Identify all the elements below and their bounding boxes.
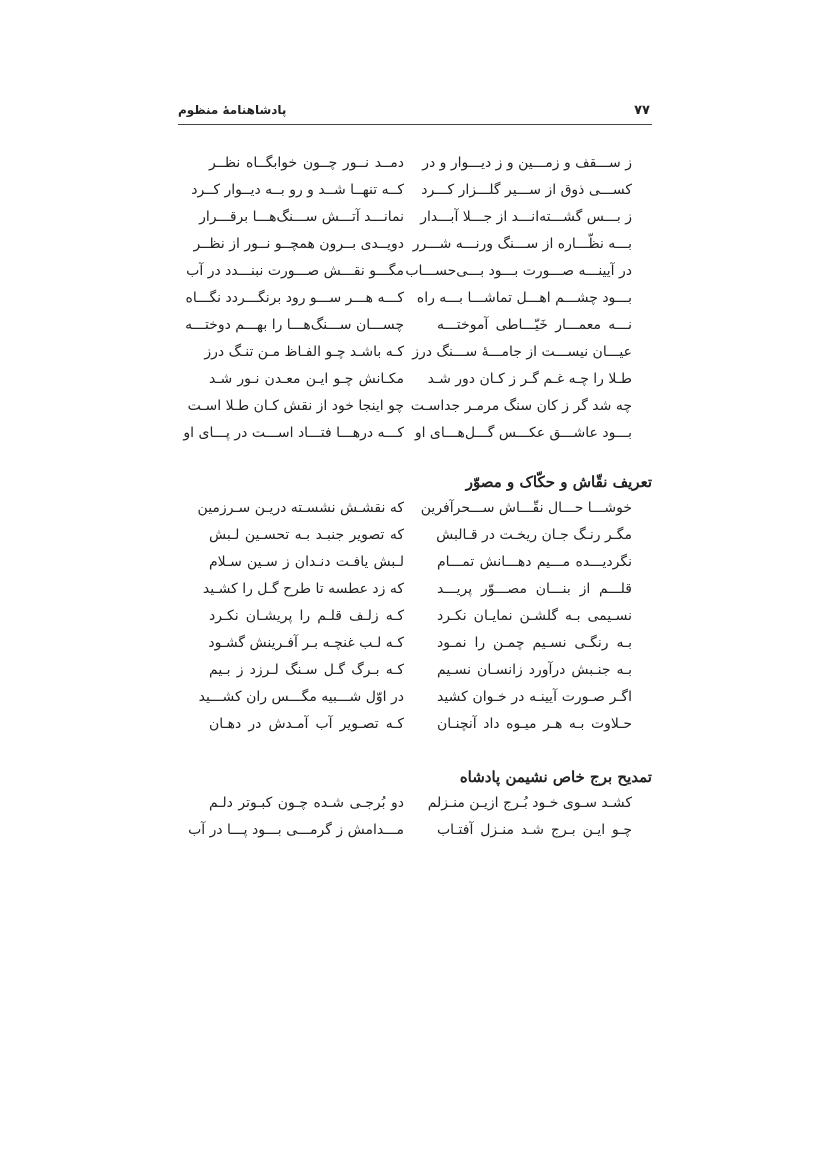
first-hemistich: مگـر رنـگ جـان ریخـت در قـالبش bbox=[436, 527, 632, 543]
second-hemistich: مکـانش چـو ایـن معـدن نـور شـد bbox=[209, 371, 404, 387]
first-hemistich: عیـــان نیســـت از جامـــهٔ ســـنگ درز bbox=[412, 344, 632, 360]
second-hemistich: کـــه هـــر ســـو رود برنگـــردد نگـــاه bbox=[185, 290, 404, 306]
verse-line bbox=[178, 150, 652, 177]
first-hemistich: بـــود عاشـــق عکـــس گـــل‌هـــای او bbox=[414, 425, 632, 441]
page-header bbox=[178, 100, 652, 125]
verse-line bbox=[178, 312, 652, 339]
first-hemistich: ز ســـقف و زمـــین و ز دیـــوار و در bbox=[422, 155, 632, 171]
first-hemistich: ز بـــس گشـــته‌انـــد از جـــلا آبـــدار bbox=[420, 209, 632, 225]
verse-line bbox=[178, 231, 652, 258]
poem-section-painter bbox=[178, 469, 652, 738]
first-hemistich: خوشـــا حـــال نقّـــاش ســـحرآفرین bbox=[420, 500, 632, 516]
first-hemistich: چه شد گر ز کان سنگ مرمـر جداسـت bbox=[410, 398, 632, 414]
second-hemistich: کــه تنهــا شــد و رو بــه دیــوار کــرد bbox=[191, 182, 404, 198]
second-hemistich: مگـــو نقـــش صـــورت نبنـــدد در آب bbox=[186, 263, 404, 279]
first-hemistich: بـه رنگـی نسـیم چمـن را نمـود bbox=[437, 635, 632, 651]
second-hemistich: که تصویر جنبـد بـه تحسـین لـبش bbox=[209, 527, 404, 543]
verse-line bbox=[178, 285, 652, 312]
first-hemistich: چـو ایـن بـرج شـد منـزل آفتـاب bbox=[437, 822, 632, 838]
first-hemistich: بـه جنـبش درآورد زانسـان نسـیم bbox=[437, 662, 632, 678]
verse-line bbox=[178, 549, 652, 576]
verse-line bbox=[178, 790, 652, 817]
second-hemistich: دویــدی بــرون همچــو نــور از نظــر bbox=[193, 236, 404, 252]
verse-line bbox=[178, 603, 652, 630]
verse-line bbox=[178, 366, 652, 393]
second-hemistich: کـه باشـد چـو الفـاظ مـن تنـگ درز bbox=[204, 344, 404, 360]
poem-section-tower bbox=[178, 764, 652, 844]
second-hemistich: چســـان ســـنگ‌هـــا را بهـــم دوختـــه bbox=[185, 317, 404, 333]
verse-line bbox=[178, 420, 652, 447]
verse-line bbox=[178, 576, 652, 603]
first-hemistich: بـــود چشـــم اهـــل تماشـــا بـــه راه bbox=[416, 290, 632, 306]
first-hemistich: بـــه نظّـــاره از ســـنگ ورنـــه شـــرر bbox=[412, 236, 632, 252]
first-hemistich: نسـیمی بـه گلشـن نمایـان نکـرد bbox=[437, 608, 632, 624]
poem-section-courtyard bbox=[178, 150, 652, 447]
first-hemistich: در آیینـــه صـــورت بـــود بـــی‌حســـاب bbox=[405, 263, 632, 279]
second-hemistich: کـــه درهـــا فتـــاد اســـت در پـــای او bbox=[183, 425, 404, 441]
first-hemistich: کشـد سـوی خـود بُـرج ازیـن منـزلم bbox=[427, 795, 632, 811]
verse-line bbox=[178, 630, 652, 657]
second-hemistich: کـه زلـف قلـم را پریشـان نکـرد bbox=[209, 608, 404, 624]
verse-line bbox=[178, 657, 652, 684]
verse-line bbox=[178, 258, 652, 285]
second-hemistich: دو بُرجـی شـده چـون کبـوتر دلـم bbox=[209, 795, 404, 811]
second-hemistich: کـه بـرگ گـل سـنگ لـرزد ز بـیم bbox=[209, 662, 404, 678]
second-hemistich: مـــدامش ز گرمـــی بـــود پـــا در آب bbox=[188, 822, 404, 838]
verse-line bbox=[178, 684, 652, 711]
second-hemistich: نمانـــد آتـــش ســـنگ‌هـــا برقـــرار bbox=[199, 209, 404, 225]
first-hemistich: اگـر صـورت آیینـه در خـوان کشید bbox=[437, 689, 632, 705]
section-heading: تمدیح برج خاص نشیمن پادشاه bbox=[459, 768, 652, 786]
second-hemistich: در اوّل شـــبیه مگـــس ران کشـــید bbox=[198, 689, 404, 705]
verse-line bbox=[178, 817, 652, 844]
first-hemistich: قلـــم از بنـــان مصـــوّر پریـــد bbox=[437, 581, 632, 597]
second-hemistich: که زد عطسه تا طرح گـل را کشـید bbox=[202, 581, 404, 597]
page-number: ۷۷ bbox=[634, 103, 650, 118]
first-hemistich: نـــه معمـــار خَیّـــاطی آموختـــه bbox=[437, 317, 632, 333]
second-hemistich: دمــد نــور چــون خوابگــاه نظــر bbox=[209, 155, 404, 171]
running-title: پادشاهنامهٔ منظوم bbox=[178, 103, 287, 117]
verse-line bbox=[178, 711, 652, 738]
first-hemistich: حـلاوت بـه هـر میـوه داد آنچنـان bbox=[437, 716, 632, 732]
second-hemistich: لـبش یافـت دنـدان ز سـین سـلام bbox=[209, 554, 404, 570]
first-hemistich: نگردیـــده مـــیم دهـــانش تمـــام bbox=[437, 554, 632, 570]
second-hemistich: کـه تصـویر آب آمـدش در دهـان bbox=[209, 716, 404, 732]
first-hemistich: کســـی ذوق از ســـیر گلـــزار کـــرد bbox=[421, 182, 632, 198]
verse-line bbox=[178, 393, 652, 420]
verse-line bbox=[178, 177, 652, 204]
second-hemistich: چو اینجا خود از نقش کـان طـلا اسـت bbox=[187, 398, 404, 414]
second-hemistich: کـه لـب غنچـه بـر آفـرینش گشـود bbox=[208, 635, 404, 651]
verse-line bbox=[178, 204, 652, 231]
verse-line bbox=[178, 522, 652, 549]
verse-line bbox=[178, 495, 652, 522]
verse-line bbox=[178, 339, 652, 366]
second-hemistich: که نقشـش نشسـته دریـن سـرزمین bbox=[197, 500, 404, 516]
section-heading: تعریف نقّاش و حکّاک و مصوّر bbox=[465, 473, 652, 491]
first-hemistich: طـلا را چـه غـم گـر ز کـان دور شـد bbox=[427, 371, 632, 387]
